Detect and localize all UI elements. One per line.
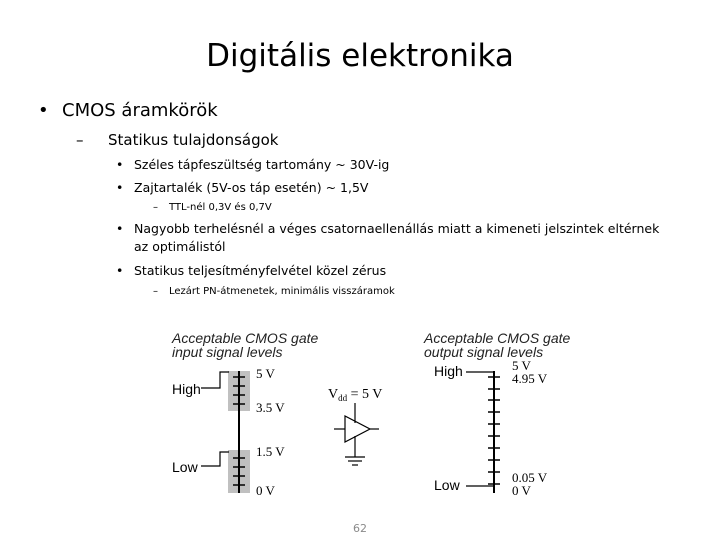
bullet-text: Zajtartalék (5V-os táp esetén) ~ 1,5V (134, 180, 369, 195)
input-title-line1: Acceptable CMOS gate (172, 330, 319, 346)
output-0-05v-label: 0.05 V (512, 470, 548, 485)
bullet-dot: • (38, 100, 49, 121)
bullet-dot: • (116, 221, 124, 236)
bullet-dash: – (153, 286, 158, 297)
input-3-5v-label: 3.5 V (256, 400, 285, 415)
input-low-leader (201, 452, 229, 466)
output-low-label: Low (434, 477, 460, 493)
input-1-5v-label: 1.5 V (256, 444, 285, 459)
input-0v-label: 0 V (256, 483, 275, 498)
vdd-label: $V_{dd} = 5$ V (328, 387, 383, 403)
input-5v-label: 5 V (256, 366, 275, 381)
output-title-line1: Acceptable CMOS gate (424, 330, 571, 346)
buffer-symbol (334, 403, 379, 465)
bullet-text: Lezárt PN-átmenetek, minimális visszáramok (169, 286, 395, 297)
bullet-dot: • (116, 180, 124, 195)
input-high-label: High (172, 381, 201, 397)
bullet-text: CMOS áramkörök (62, 100, 218, 121)
bullet-load-levels-cont: az optimálistól (134, 239, 226, 254)
bullet-dash: – (76, 131, 84, 149)
bullet-text: Statikus tulajdonságok (108, 131, 279, 149)
output-high-label: High (434, 363, 463, 379)
input-title-line2: input signal levels (172, 344, 283, 360)
output-4-95v-label: 4.95 V (512, 371, 548, 386)
bullet-text: Széles tápfeszültség tartomány ~ 30V-ig (134, 157, 390, 172)
bullet-text: Statikus teljesítményfelvétel közel zérus (134, 263, 387, 278)
slide-title: Digitális elektronika (206, 38, 514, 74)
bullet-text: TTL-nél 0,3V és 0,7V (169, 202, 272, 213)
bullet-dot: • (116, 263, 124, 278)
page-number: 62 (353, 522, 367, 535)
bullet-dash: – (153, 202, 158, 213)
output-title-line2: output signal levels (424, 344, 544, 360)
output-0v-label: 0 V (512, 483, 531, 498)
input-high-leader (201, 372, 229, 388)
bullet-dot: • (116, 157, 124, 172)
input-low-label: Low (172, 459, 198, 475)
output-5v-label: 5 V (512, 358, 531, 373)
bullet-text: Nagyobb terhelésnél a véges csatornaellenállás miatt a kimeneti jelszintek eltérnek (134, 221, 660, 236)
